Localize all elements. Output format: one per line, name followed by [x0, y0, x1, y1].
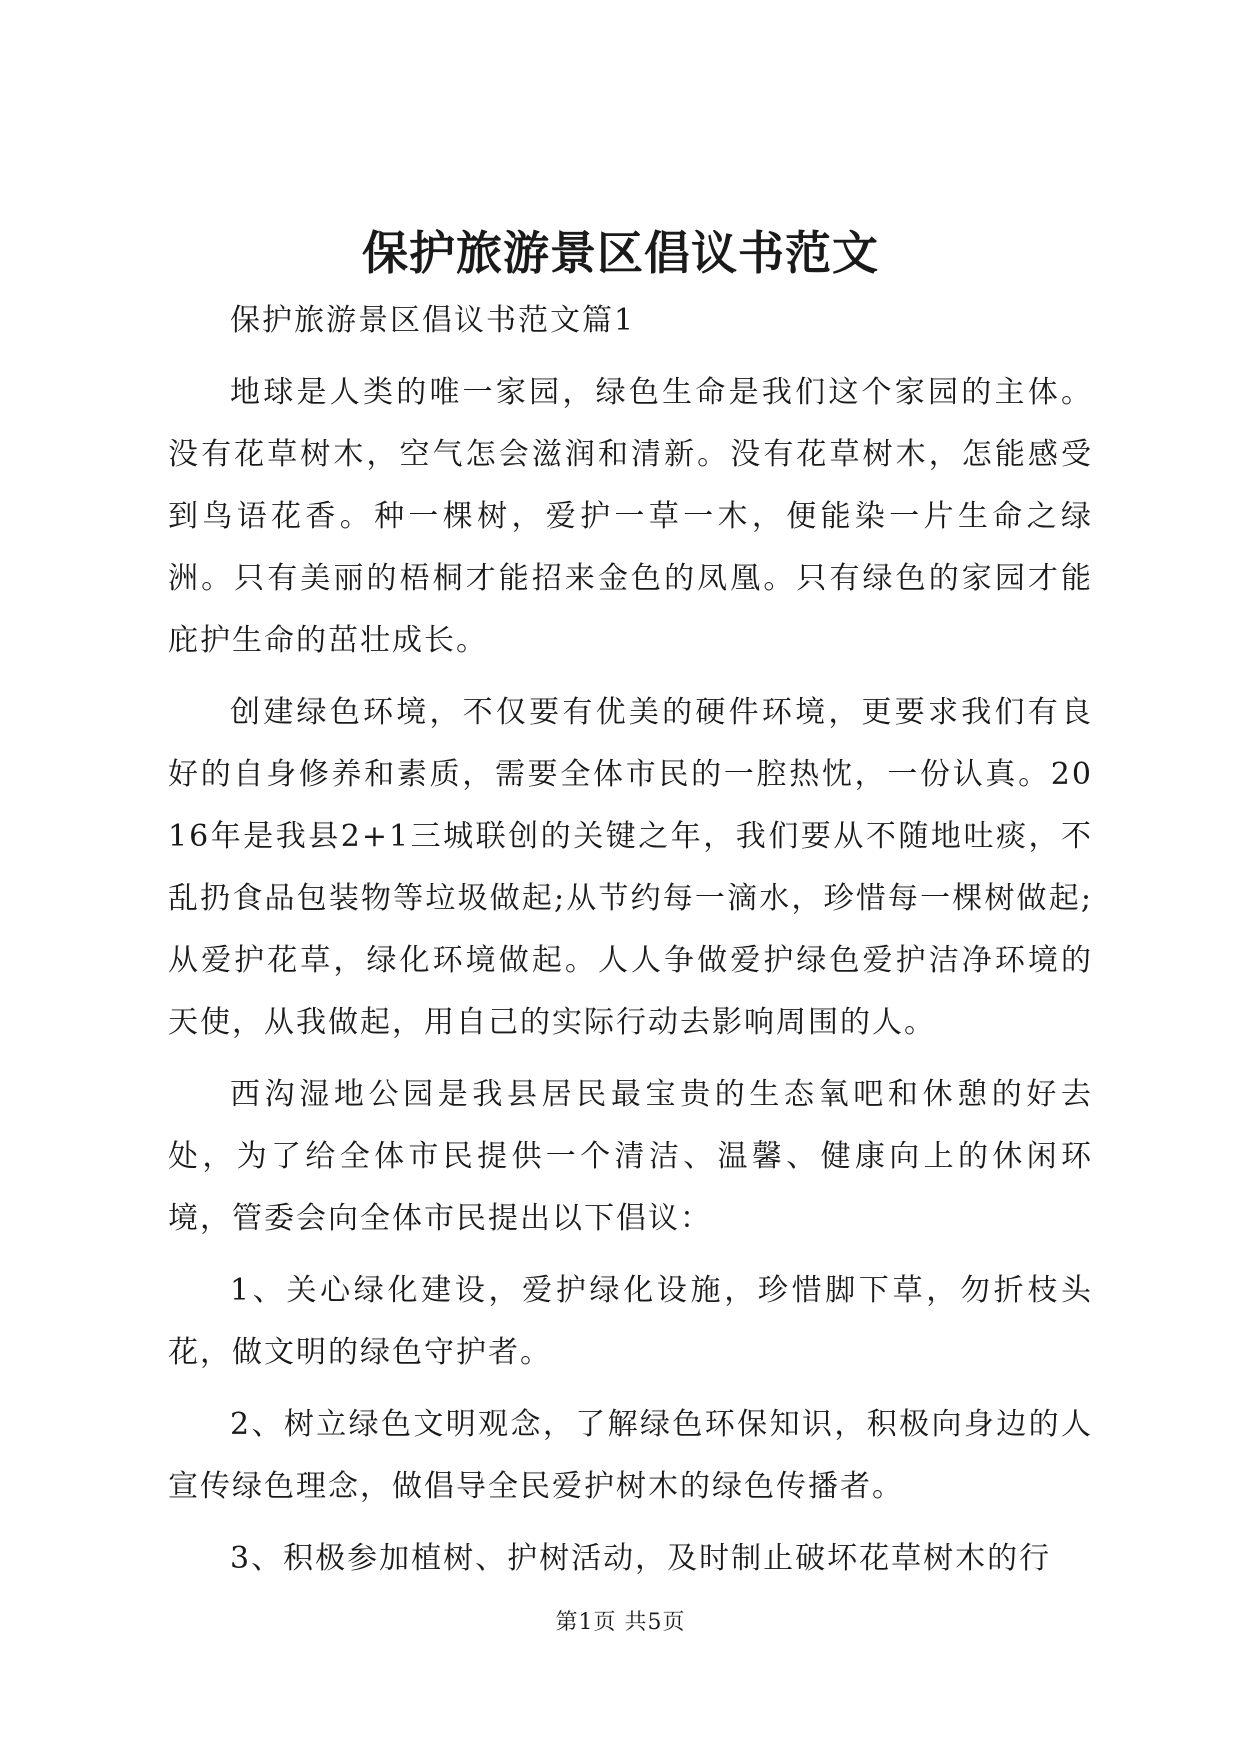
paragraph-2: 创建绿色环境，不仅要有优美的硬件环境，更要求我们有良好的自身修养和素质，需要全体市民的一腔热忱，一份认真。2016年是我县2+1三城联创的关键之年，我们要从不随地吐痰，不乱扔食品包装物等垃圾做起;从节约每一滴水，珍惜每一棵树做起;从爱护花草，绿化环境做起。人人争做爱护绿色爱护洁净环境的天使，从我做起，用自己的实际行动去影响周围的人。 [168, 695, 1093, 1040]
paragraph-4: 1、关心绿化建设，爱护绿化设施，珍惜脚下草，勿折枝头花，做文明的绿色守护者。 [168, 1273, 1093, 1370]
page-number-footer: 第1页 共5页 [555, 1610, 686, 1635]
paragraph-3: 西沟湿地公园是我县居民最宝贵的生态氧吧和休憩的好去处，为了给全体市民提供一个清洁、温馨、健康向上的休闲环境，管委会向全体市民提出以下倡议： [168, 1077, 1093, 1236]
document-body [168, 290, 1093, 1600]
paragraph-6: 3、积极参加植树、护树活动，及时制止破坏花草树木的行 [230, 1541, 1052, 1576]
paragraph-5: 2、树立绿色文明观念，了解绿色环保知识，积极向身边的人宣传绿色理念，做倡导全民爱护树木的绿色传播者。 [168, 1407, 1093, 1504]
paragraph-1: 地球是人类的唯一家园，绿色生命是我们这个家园的主体。没有花草树木，空气怎会滋润和清新。没有花草树木，怎能感受到鸟语花香。种一棵树，爱护一草一木，便能染一片生命之绿洲。只有美丽的梧桐才能招来金色的凤凰。只有绿色的家园才能庇护生命的茁壮成长。 [168, 375, 1093, 658]
document-title: 保护旅游景区倡议书范文 [362, 226, 879, 280]
section-heading: 保护旅游景区倡议书范文篇1 [230, 303, 636, 338]
